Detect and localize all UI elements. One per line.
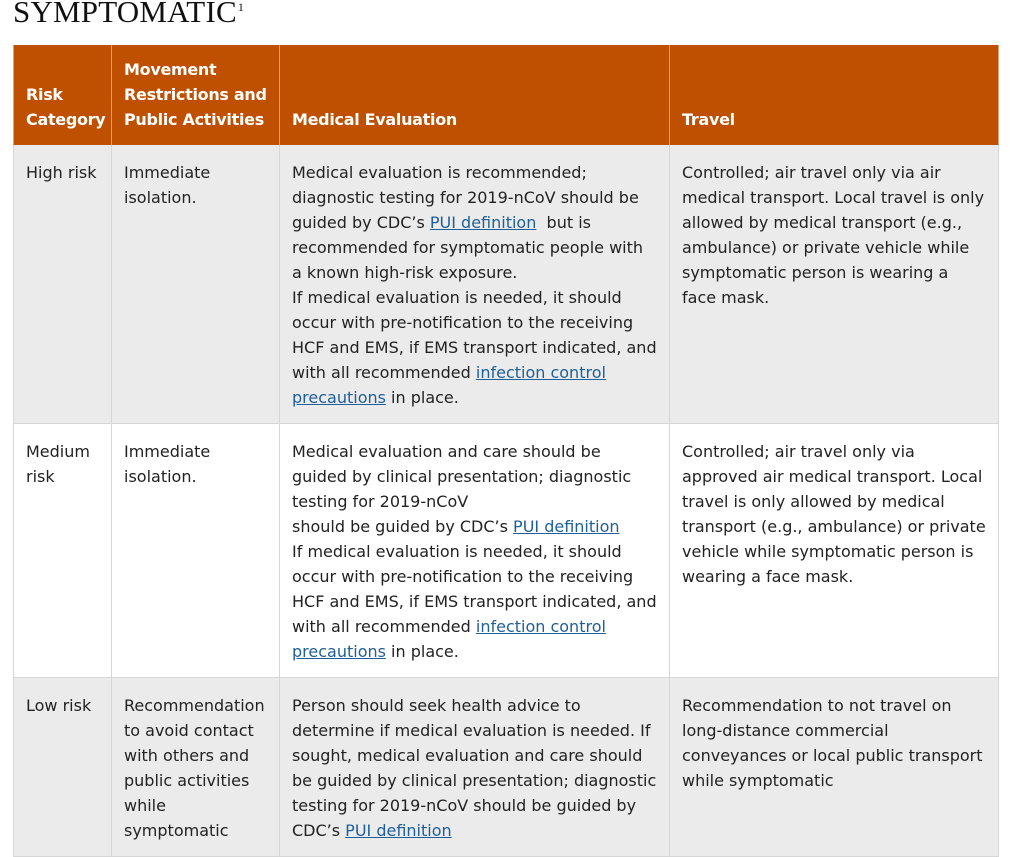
table-row-medium-risk: [14, 424, 999, 678]
pui-definition-link[interactable]: PUI definition: [429, 213, 537, 232]
table-row-high-risk: [14, 145, 999, 424]
risk-guidance-table: [13, 45, 999, 857]
travel-cell: Controlled; air travel only via approved air medical transport. Local travel is only allowed by medical transport (e.g., ambulance) or private vehicle while symptomatic person is wearing a face mask.: [670, 424, 999, 678]
medical-evaluation-cell: [280, 145, 670, 424]
infection-control-link[interactable]: infection control precautions: [292, 363, 606, 407]
medical-paragraph: Person should seek health advice to determine if medical evaluation is needed. If sought, medical evaluation and care should be guided by clinical presentation; diagnostic testing for 2019-nCoV should be guided by CDC’s PUI definition: [292, 696, 657, 840]
medical-evaluation-cell: [280, 424, 670, 678]
medical-evaluation-cell: [280, 678, 670, 857]
infection-control-link[interactable]: infection control precautions: [292, 617, 606, 661]
risk-category-cell: High risk: [14, 145, 112, 424]
header-risk-category: Risk Category: [14, 45, 112, 145]
travel-cell: Recommendation to not travel on long-distance commercial conveyances or local public transport while symptomatic: [670, 678, 999, 857]
medical-paragraph: should be guided by CDC’s PUI definition: [292, 517, 620, 536]
page-title: SYMPTOMATIC$^1$: [13, 0, 245, 29]
risk-category-cell: Low risk: [14, 678, 112, 857]
footnote-marker[interactable]: 1: [237, 0, 245, 14]
table-header-row: [14, 45, 999, 145]
medical-paragraph: If medical evaluation is needed, it should occur with pre-notification to the receiving HCF and EMS, if EMS transport indicated, and with all recommended infection control precautions in place.: [292, 288, 657, 407]
header-medical-evaluation: Medical Evaluation: [280, 45, 670, 145]
movement-cell: Recommendation to avoid contact with others and public activities while symptomatic: [112, 678, 280, 857]
medical-paragraph: If medical evaluation is needed, it should occur with pre-notification to the receiving HCF and EMS, if EMS transport indicated, and with all recommended infection control precautions in place.: [292, 542, 657, 661]
medical-paragraph: Medical evaluation and care should be guided by clinical presentation; diagnostic testing for 2019-nCoV: [292, 442, 632, 511]
header-travel: Travel: [670, 45, 999, 145]
movement-cell: Immediate isolation.: [112, 145, 280, 424]
table-row-low-risk: [14, 678, 999, 857]
pui-definition-link[interactable]: PUI definition: [513, 517, 620, 536]
pui-definition-link[interactable]: PUI definition: [345, 821, 452, 840]
header-movement-restrictions: Movement Restrictions and Public Activities: [112, 45, 280, 145]
movement-cell: Immediate isolation.: [112, 424, 280, 678]
travel-cell: Controlled; air travel only via air medical transport. Local travel is only allowed by medical transport (e.g., ambulance) or private vehicle while symptomatic person is wearing a face mask.: [670, 145, 999, 424]
risk-category-cell: Medium risk: [14, 424, 112, 678]
medical-paragraph: Medical evaluation is recommended; diagnostic testing for 2019-nCoV should be guided by CDC’s PUI definition but is recommended for symptomatic people with a known high-risk exposure.: [292, 163, 649, 282]
